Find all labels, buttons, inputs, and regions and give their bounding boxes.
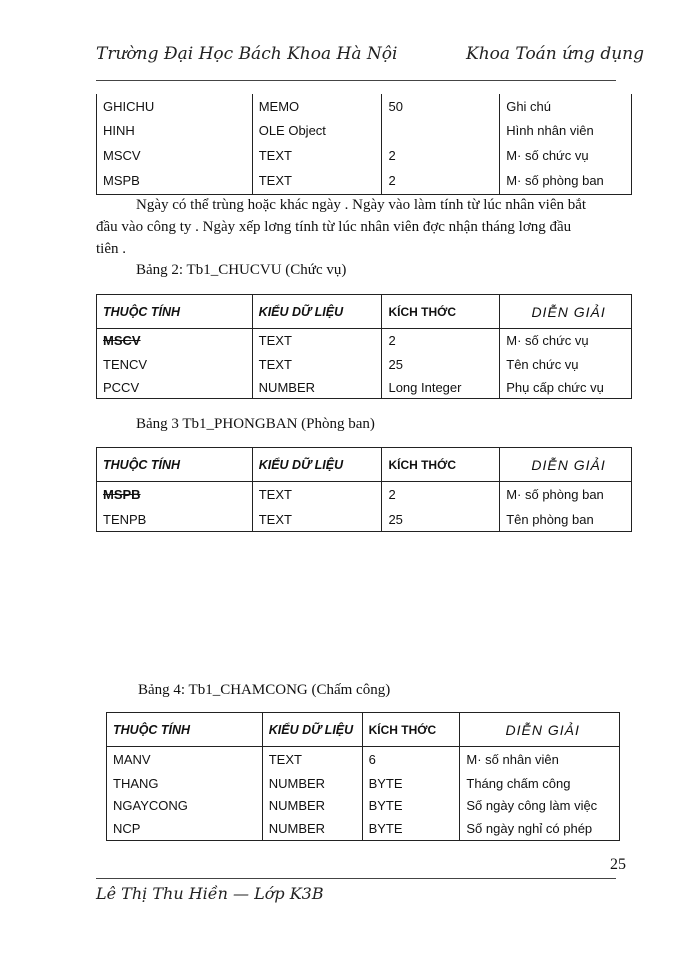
cell: 25 [382, 508, 500, 532]
cell: TEXT [252, 353, 382, 377]
cell: M· số nhân viên [460, 747, 620, 773]
cell: 6 [362, 747, 460, 773]
primary-key-cell: MSPB [97, 482, 253, 508]
table2-caption: Bảng 2: Tb1_CHUCVU (Chức vụ) [136, 262, 347, 278]
table-row [107, 773, 620, 795]
column-header: KIỂU DỮ LIỆU [252, 295, 382, 329]
cell: M· số chức vụ [500, 329, 632, 353]
footer-rule [96, 878, 616, 879]
page-number: 25 [610, 856, 626, 873]
table-chucvu [96, 294, 632, 399]
cell: TENPB [97, 508, 253, 532]
cell: M· số chức vụ [500, 142, 632, 168]
table-row [97, 377, 632, 399]
column-header: DIỄN GIẢI [500, 295, 632, 329]
cell: Số ngày công làm việc [460, 795, 620, 817]
column-header: THUỘC TÍNH [97, 295, 253, 329]
cell: TEXT [252, 482, 382, 508]
cell: MEMO [252, 94, 382, 118]
table3-caption: Bảng 3 Tb1_PHONGBAN (Phòng ban) [136, 416, 375, 432]
table-row [107, 747, 620, 773]
cell: Tên chức vụ [500, 353, 632, 377]
cell: 25 [382, 353, 500, 377]
table-row [107, 795, 620, 817]
column-header: THUỘC TÍNH [97, 448, 253, 482]
cell: Tháng chấm công [460, 773, 620, 795]
column-header: KÍCH THỚC [362, 713, 460, 747]
cell: TENCV [97, 353, 253, 377]
cell: 2 [382, 329, 500, 353]
cell: TEXT [252, 142, 382, 168]
cell: Số ngày nghỉ có phép [460, 817, 620, 841]
cell: NUMBER [262, 817, 362, 841]
table-row [97, 508, 632, 532]
cell: NCP [107, 817, 263, 841]
body-paragraph [96, 194, 630, 260]
cell: TEXT [252, 508, 382, 532]
cell: GHICHU [97, 94, 253, 118]
table-row [97, 118, 632, 142]
table-row [97, 353, 632, 377]
cell: Tên phòng ban [500, 508, 632, 532]
table-row [97, 482, 632, 508]
paragraph-line: tiên . [96, 241, 126, 257]
column-header: KIỂU DỮ LIỆU [252, 448, 382, 482]
column-header: KÍCH THỚC [382, 295, 500, 329]
cell: MSPB [97, 168, 253, 194]
column-header: KIỂU DỮ LIỆU [262, 713, 362, 747]
cell: HINH [97, 118, 253, 142]
primary-key-cell: MSCV [97, 329, 253, 353]
cell: Phụ cấp chức vụ [500, 377, 632, 399]
cell: 2 [382, 482, 500, 508]
table-header-row [107, 713, 620, 747]
paragraph-line: Ngày có thể trùng hoặc khác ngày . Ngày vào làm tính từ lúc nhân viên bắt [136, 197, 587, 213]
cell: Ghi chú [500, 94, 632, 118]
header-left: Trường Đại Học Bách Khoa Hà Nội [96, 44, 398, 64]
cell: 2 [382, 168, 500, 194]
cell [382, 118, 500, 142]
table-row [97, 329, 632, 353]
cell: NUMBER [252, 377, 382, 399]
cell: MANV [107, 747, 263, 773]
cell: TEXT [252, 168, 382, 194]
cell: BYTE [362, 795, 460, 817]
table-phongban [96, 447, 632, 532]
column-header: DIỄN GIẢI [500, 448, 632, 482]
table-row [97, 142, 632, 168]
cell: M· số phòng ban [500, 168, 632, 194]
cell: PCCV [97, 377, 253, 399]
table-row [97, 168, 632, 194]
cell: Hình nhân viên [500, 118, 632, 142]
cell: 50 [382, 94, 500, 118]
cell: MSCV [97, 142, 253, 168]
table4-caption: Bảng 4: Tb1_CHAMCONG (Chấm công) [138, 682, 391, 698]
cell: NUMBER [262, 795, 362, 817]
cell: THANG [107, 773, 263, 795]
cell: TEXT [262, 747, 362, 773]
header-right: Khoa Toán ứng dụng [466, 44, 645, 64]
cell: M· số phòng ban [500, 482, 632, 508]
table-row [97, 94, 632, 118]
paragraph-line: đầu vào công ty . Ngày xếp lơng tính từ lúc nhân viên đợc nhận tháng lơng đầu [96, 219, 572, 235]
cell: Long Integer [382, 377, 500, 399]
column-header: KÍCH THỚC [382, 448, 500, 482]
table-chamcong [106, 712, 620, 841]
column-header: DIỄN GIẢI [460, 713, 620, 747]
table-header-row [97, 295, 632, 329]
cell: NUMBER [262, 773, 362, 795]
cell: TEXT [252, 329, 382, 353]
cell: NGAYCONG [107, 795, 263, 817]
cell: OLE Object [252, 118, 382, 142]
cell: 2 [382, 142, 500, 168]
table-row [107, 817, 620, 841]
table-continued [96, 94, 632, 195]
header-rule [96, 80, 616, 81]
column-header: THUỘC TÍNH [107, 713, 263, 747]
table-header-row [97, 448, 632, 482]
cell: BYTE [362, 817, 460, 841]
cell: BYTE [362, 773, 460, 795]
footer-author: Lê Thị Thu Hiền — Lớp K3B [96, 884, 324, 903]
